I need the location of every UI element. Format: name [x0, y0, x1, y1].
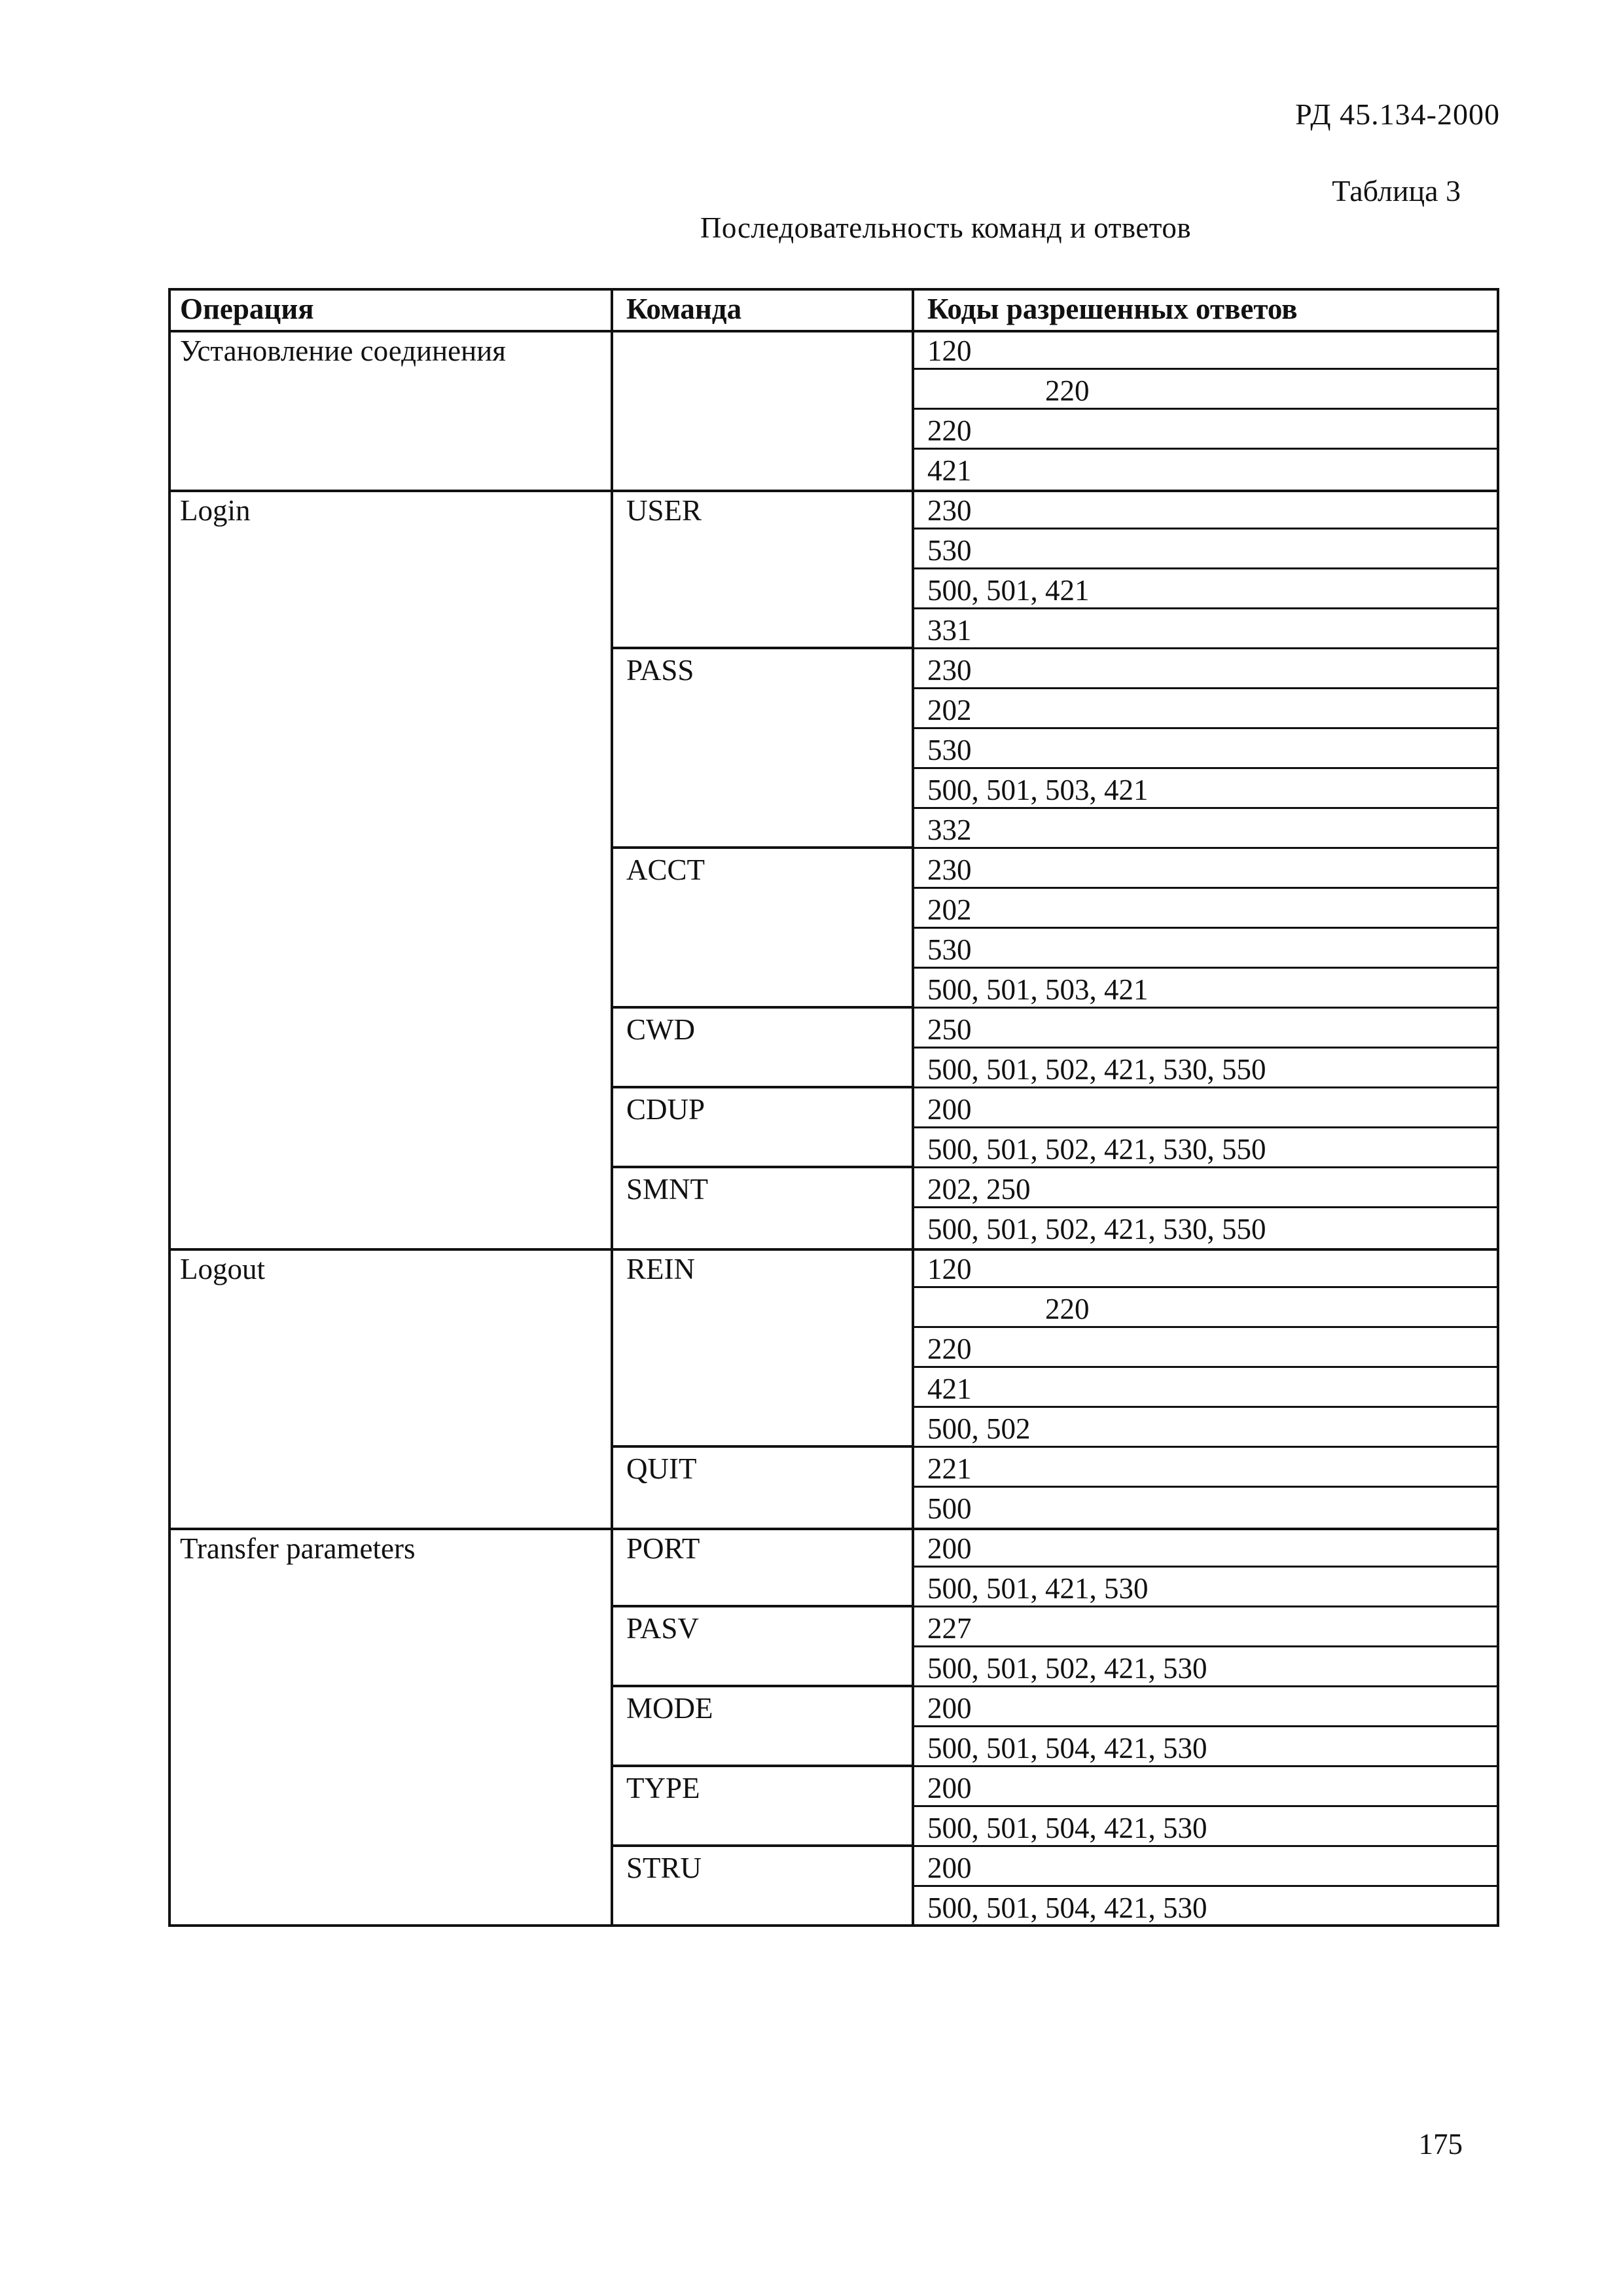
response-code: 530	[927, 933, 972, 966]
response-code: 421	[927, 454, 972, 487]
command-label: PASS	[626, 654, 694, 687]
command-block	[613, 1847, 914, 1927]
operation-label: Logout	[180, 1253, 265, 1285]
response-code: 500, 501, 504, 421, 530	[927, 1812, 1207, 1844]
command-label: STRU	[626, 1852, 702, 1884]
code-row	[914, 370, 1499, 410]
code-row	[914, 1009, 1499, 1049]
response-code: 332	[927, 814, 972, 846]
code-row	[914, 529, 1499, 569]
response-code: 120	[927, 1253, 972, 1285]
command-block	[613, 330, 914, 490]
command-block	[613, 1687, 914, 1767]
response-code: 230	[927, 494, 972, 527]
response-code: 500, 501, 421	[927, 574, 1090, 607]
code-row	[914, 769, 1499, 809]
response-code: 530	[927, 734, 972, 766]
command-label: MODE	[626, 1692, 713, 1725]
code-row	[914, 1847, 1499, 1887]
document-code: РД 45.134-2000	[1295, 98, 1500, 131]
command-label: SMNT	[626, 1173, 709, 1206]
code-row	[914, 1887, 1499, 1927]
response-code: 202, 250	[927, 1173, 1031, 1206]
operation-label: Login	[180, 494, 251, 527]
operation-group	[168, 490, 1499, 1251]
command-label: ACCT	[626, 853, 705, 886]
operation-group	[168, 1248, 1499, 1530]
response-code: 500, 501, 503, 421	[927, 774, 1149, 806]
code-row	[914, 649, 1499, 689]
column-divider	[611, 288, 613, 1927]
response-code: 202	[927, 893, 972, 926]
response-code: 500, 501, 502, 421, 530, 550	[927, 1053, 1266, 1086]
code-row	[914, 1408, 1499, 1448]
code-row	[914, 1049, 1499, 1088]
command-block	[613, 649, 914, 849]
command-label: CWD	[626, 1013, 695, 1046]
response-code: 500, 501, 502, 421, 530, 550	[927, 1133, 1266, 1166]
code-row	[914, 569, 1499, 609]
table-label: Таблица 3	[1332, 174, 1461, 207]
code-row	[914, 450, 1499, 490]
column-divider	[912, 288, 914, 1927]
command-label: TYPE	[626, 1772, 700, 1804]
response-code: 331	[927, 614, 972, 647]
response-code: 250	[927, 1013, 972, 1046]
response-code: 500, 501, 503, 421	[927, 973, 1149, 1006]
responses-table	[168, 288, 1499, 1927]
code-row	[914, 1088, 1499, 1128]
header-operation: Операция	[180, 293, 314, 325]
operation-label: Transfer parameters	[180, 1532, 416, 1565]
command-block	[613, 1607, 914, 1687]
response-code: 200	[927, 1093, 972, 1126]
response-code: 500, 501, 504, 421, 530	[927, 1732, 1207, 1765]
operation-group	[168, 1528, 1499, 1927]
code-row	[914, 929, 1499, 969]
code-row	[914, 1647, 1499, 1687]
code-row	[914, 1488, 1499, 1528]
operation-label: Установление соединения	[180, 334, 506, 367]
response-code: 227	[927, 1612, 972, 1645]
response-code: 202	[927, 694, 972, 726]
code-row	[914, 1168, 1499, 1208]
response-code: 500, 501, 504, 421, 530	[927, 1892, 1207, 1924]
code-row	[914, 1528, 1499, 1568]
response-code: 500, 501, 502, 421, 530, 550	[927, 1213, 1266, 1246]
code-row	[914, 1568, 1499, 1607]
command-label: PORT	[626, 1532, 700, 1565]
code-row	[914, 1448, 1499, 1488]
command-block	[613, 1009, 914, 1088]
response-code: 200	[927, 1532, 972, 1565]
code-row	[914, 689, 1499, 729]
command-block	[613, 1767, 914, 1847]
code-row	[914, 1368, 1499, 1408]
operation-group	[168, 330, 1499, 492]
response-code: 500, 501, 502, 421, 530	[927, 1652, 1207, 1685]
command-label: QUIT	[626, 1452, 697, 1485]
response-code: 220	[1045, 1293, 1090, 1325]
page-number: 175	[1418, 2128, 1463, 2161]
code-row	[914, 1288, 1499, 1328]
table-header-row	[168, 288, 1499, 332]
response-code: 530	[927, 534, 972, 567]
command-block	[613, 490, 914, 649]
code-row	[914, 1607, 1499, 1647]
command-label: USER	[626, 494, 702, 527]
code-row	[914, 1328, 1499, 1368]
response-code: 421	[927, 1372, 972, 1405]
code-row	[914, 1248, 1499, 1288]
response-code: 230	[927, 654, 972, 687]
code-row	[914, 809, 1499, 849]
command-block	[613, 1248, 914, 1448]
code-row	[914, 1128, 1499, 1168]
code-row	[914, 1208, 1499, 1248]
code-row	[914, 490, 1499, 529]
code-row	[914, 330, 1499, 370]
response-code: 220	[927, 414, 972, 447]
header-codes: Коды разрешенных ответов	[927, 293, 1298, 325]
command-block	[613, 1448, 914, 1528]
response-code: 230	[927, 853, 972, 886]
response-code: 500, 501, 421, 530	[927, 1572, 1149, 1605]
code-row	[914, 969, 1499, 1009]
command-block	[613, 849, 914, 1009]
code-row	[914, 1687, 1499, 1727]
command-block	[613, 1168, 914, 1248]
response-code: 500	[927, 1492, 972, 1525]
response-code: 500, 502	[927, 1412, 1031, 1445]
code-row	[914, 1807, 1499, 1847]
command-label: CDUP	[626, 1093, 705, 1126]
command-block	[613, 1088, 914, 1168]
code-row	[914, 1767, 1499, 1807]
code-row	[914, 729, 1499, 769]
code-row	[914, 609, 1499, 649]
response-code: 200	[927, 1692, 972, 1725]
code-row	[914, 1727, 1499, 1767]
code-row	[914, 410, 1499, 450]
response-code: 200	[927, 1772, 972, 1804]
response-code: 200	[927, 1852, 972, 1884]
command-block	[613, 1528, 914, 1607]
response-code: 220	[1045, 374, 1090, 407]
header-command: Команда	[626, 293, 742, 325]
command-label: PASV	[626, 1612, 699, 1645]
response-code: 221	[927, 1452, 972, 1485]
code-row	[914, 849, 1499, 889]
command-label: REIN	[626, 1253, 695, 1285]
table-title: Последовательность команд и ответов	[700, 211, 1192, 244]
response-code: 120	[927, 334, 972, 367]
code-row	[914, 889, 1499, 929]
response-code: 220	[927, 1333, 972, 1365]
